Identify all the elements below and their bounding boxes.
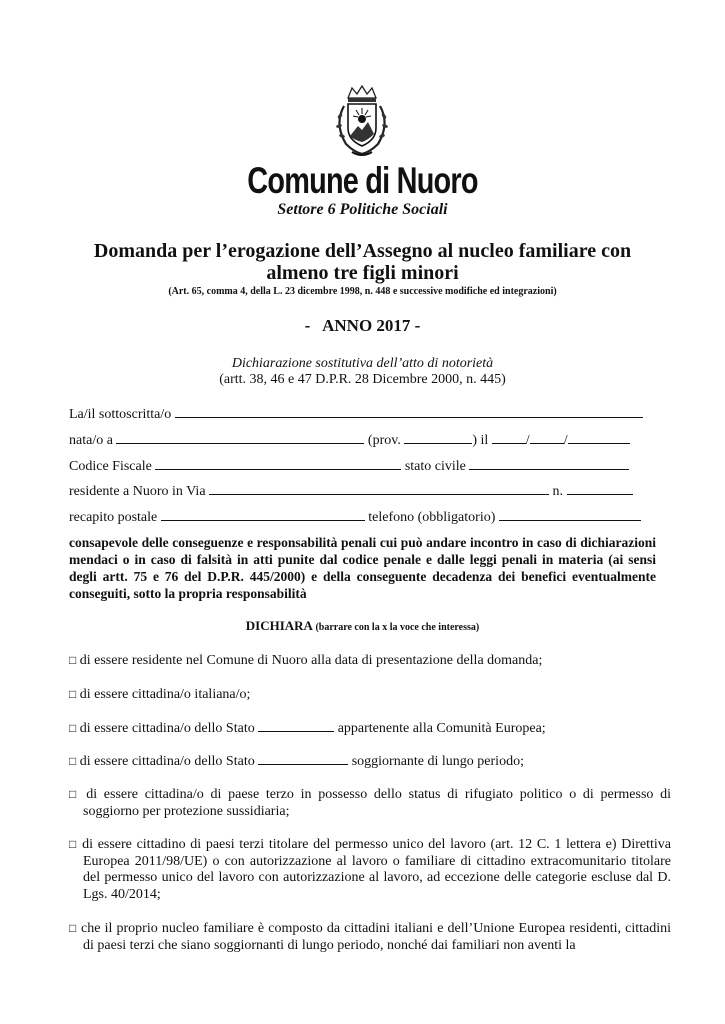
street-input[interactable] <box>209 482 549 495</box>
municipality-name: Comune di Nuoro <box>247 160 478 201</box>
label-nato: nata/o a <box>69 433 113 448</box>
item-text: di essere cittadina/o italiana/o; <box>79 687 251 702</box>
liability-warning: consapevole delle conseguenze e responsabilità penali cui può andare incontro in caso di dichiarazioni mendaci o in caso di falsità in atti punite dal codice penale e dalle leggi penali in materia (ai sensi degli artt. 75 e 76 del D.P.R. 445/2000) e della conseguente decadenza dei benefici eventualmente conseguiti, sotto la propria responsabilità <box>69 535 656 601</box>
phone-input[interactable] <box>499 508 641 521</box>
item-text-pre: di essere cittadina/o dello Stato <box>79 721 255 736</box>
item-text: di essere cittadino di paesi terzi titolare del permesso unico del lavoro (art. 12 C. 1 lettera e) Direttiva Europea 2011/98/UE) o con autorizzazione al lavoro o familiare di cittadino extracomunitario titolare del permesso unico del lavoro con autorizzazione al lavoro, ad eccezione delle categorie escluse dal D. Lgs. 40/2014; <box>82 837 672 902</box>
item-text-pre: di essere cittadina/o dello Stato <box>79 754 255 769</box>
declaration-item-permesso-lavoro <box>69 836 671 903</box>
codice-fiscale-input[interactable] <box>155 457 401 470</box>
coat-of-arms-emblem <box>328 84 396 160</box>
checkbox[interactable]: □ <box>69 687 77 701</box>
item-text-post: soggiornante di lungo periodo; <box>351 754 524 769</box>
declaration-item-lungo-periodo <box>69 752 671 771</box>
declaration-item-rifugiato <box>69 786 671 820</box>
birth-day-input[interactable] <box>492 431 526 444</box>
dichiara-note: (barrare con la x la voce che interessa) <box>315 622 480 633</box>
year-heading: - ANNO 2017 - <box>304 316 421 335</box>
checkbox[interactable]: □ <box>69 787 80 801</box>
field-row-residenza <box>69 482 633 500</box>
document-title-line-1: Domanda per l’erogazione dell’Assegno al nucleo familiare con <box>93 240 632 262</box>
dichiara-label: DICHIARA <box>245 618 313 633</box>
declaration-reference: (artt. 38, 46 e 47 D.P.R. 28 Dicembre 2000, n. 445) <box>219 372 506 387</box>
birthplace-input[interactable] <box>116 431 364 444</box>
label-recapito: recapito postale <box>69 510 158 525</box>
label-sottoscritto: La/il sottoscritta/o <box>69 407 172 422</box>
province-input[interactable] <box>404 431 472 444</box>
field-row-nascita: nata/o a (prov. ) il / / <box>69 431 630 449</box>
dichiara-heading <box>0 618 725 634</box>
checkbox[interactable]: □ <box>69 721 77 735</box>
item-text: di essere cittadina/o di paese terzo in possesso dello status di rifugiato politico o di permesso di soggiorno per protezione sussidiaria; <box>83 787 672 819</box>
item-text: che il proprio nucleo familiare è composto da cittadini italiani e dell’Unione Europea residenti, cittadini di paesi terzi che siano soggiornanti di lungo periodo, nonché dai familiari non aventi la <box>81 921 672 953</box>
label-residente: residente a Nuoro in Via <box>69 484 206 499</box>
eu-country-input[interactable] <box>258 719 334 732</box>
document-title <box>0 240 725 284</box>
declaration-item-residenza <box>69 652 671 670</box>
label-stato-civile: stato civile <box>404 459 466 474</box>
long-term-country-input[interactable] <box>258 752 348 765</box>
document-title-line-2: almeno tre figli minori <box>266 262 459 284</box>
checkbox[interactable]: □ <box>69 754 77 768</box>
checkbox[interactable]: □ <box>69 653 77 667</box>
declaration-title: Dichiarazione sostitutiva dell’atto di notorietà <box>231 356 494 371</box>
field-row-sottoscritto <box>69 405 643 423</box>
stato-civile-input[interactable] <box>469 457 629 470</box>
declaration-item-stato-ue <box>69 719 671 738</box>
declaration-item-italiana <box>69 686 671 704</box>
birth-month-input[interactable] <box>530 431 564 444</box>
item-text-post: appartenente alla Comunità Europea; <box>337 721 546 736</box>
sottoscritto-input[interactable] <box>175 405 643 418</box>
label-il: ) il <box>472 433 489 448</box>
label-numero: n. <box>552 484 564 499</box>
checkbox[interactable]: □ <box>69 921 77 935</box>
label-telefono: telefono (obbligatorio) <box>368 510 496 525</box>
postal-address-input[interactable] <box>161 508 365 521</box>
birth-year-input[interactable] <box>568 431 630 444</box>
declaration-item-nucleo <box>69 920 671 954</box>
street-number-input[interactable] <box>567 482 633 495</box>
field-row-codice-fiscale <box>69 457 629 475</box>
field-row-recapito <box>69 508 641 526</box>
label-codice-fiscale: Codice Fiscale <box>69 459 152 474</box>
department-name: Settore 6 Politiche Sociali <box>277 201 448 218</box>
checkbox[interactable]: □ <box>69 837 78 851</box>
item-text: di essere residente nel Comune di Nuoro alla data di presentazione della domanda; <box>79 653 543 668</box>
legal-reference: (Art. 65, comma 4, della L. 23 dicembre 1998, n. 448 e successive modifiche ed integrazioni) <box>168 286 557 297</box>
label-prov: (prov. <box>367 433 401 448</box>
